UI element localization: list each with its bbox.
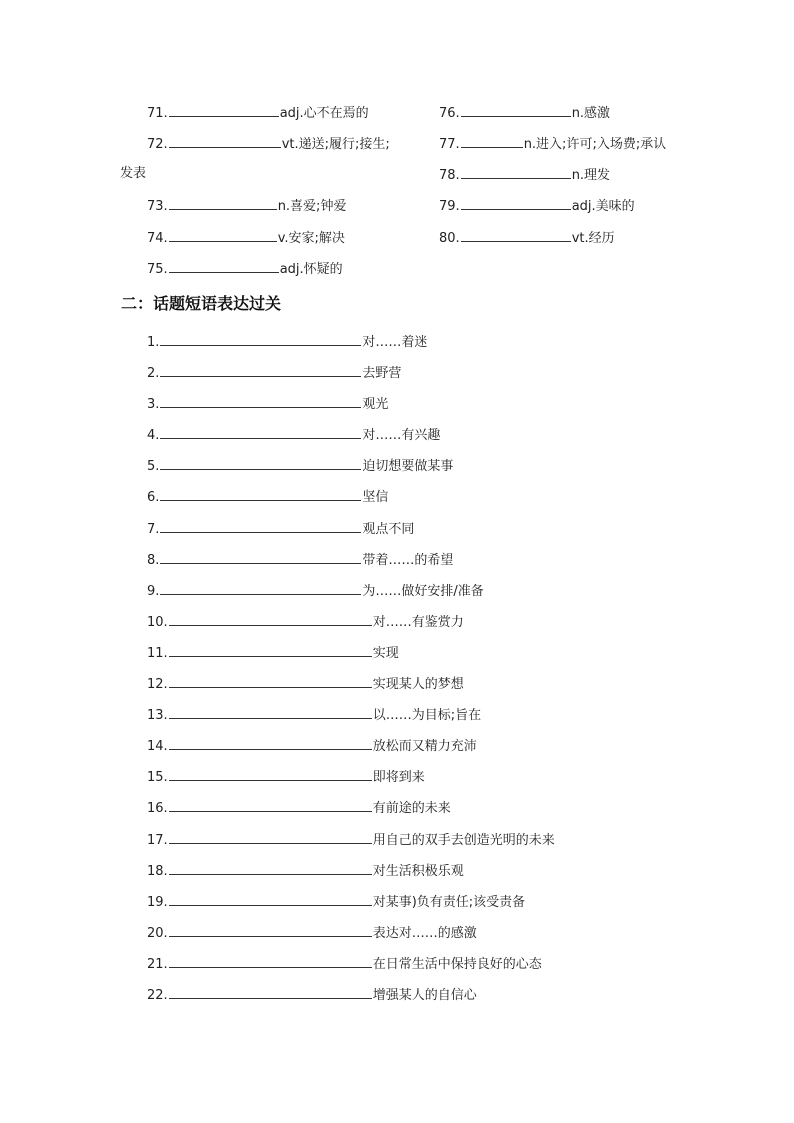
item-meaning: 有前途的未来 — [372, 801, 451, 817]
item-meaning: 实现 — [372, 645, 399, 661]
vocab-row — [0, 164, 794, 184]
item-meaning: 去野营 — [362, 366, 402, 382]
item-number: 17. — [147, 832, 168, 848]
item-meaning: 对生活积极乐观 — [372, 863, 464, 879]
item-number: 9. — [147, 583, 160, 599]
item-meaning: v.安家;解决 — [277, 231, 345, 246]
vocab-item-72 — [147, 133, 390, 155]
item-number: 73. — [147, 199, 168, 214]
item-meaning: 带着……的希望 — [362, 552, 454, 568]
phrase-item — [147, 611, 555, 642]
vocab-item-77 — [439, 133, 666, 155]
answer-blank[interactable] — [169, 797, 372, 812]
item-meaning: adj.怀疑的 — [279, 262, 343, 277]
item-number: 4. — [147, 428, 160, 444]
item-meaning: 用自己的双手去创造光明的未来 — [372, 832, 555, 848]
phrase-item — [147, 953, 555, 984]
answer-blank[interactable] — [169, 102, 279, 117]
answer-blank[interactable] — [169, 860, 372, 875]
phrase-item — [147, 642, 555, 673]
vocab-item-75 — [147, 258, 343, 280]
item-number: 19. — [147, 894, 168, 910]
answer-blank[interactable] — [169, 195, 277, 210]
answer-blank[interactable] — [160, 362, 361, 377]
answer-blank[interactable] — [169, 922, 372, 937]
answer-blank[interactable] — [169, 735, 372, 750]
phrase-item — [147, 393, 555, 424]
item-meaning: n.进入;许可;入场费;承认 — [523, 137, 667, 152]
item-meaning: 放松而又精力充沛 — [372, 739, 477, 755]
phrase-item — [147, 673, 555, 704]
item-meaning: 即将到来 — [372, 770, 425, 786]
vocab-row — [0, 133, 794, 153]
item-number: 8. — [147, 552, 160, 568]
phrase-item — [147, 797, 555, 828]
vocab-item-73 — [147, 195, 346, 217]
answer-blank[interactable] — [461, 133, 523, 148]
answer-blank[interactable] — [169, 673, 372, 688]
item-meaning: 以……为目标;旨在 — [372, 708, 482, 724]
item-number: 1. — [147, 335, 160, 350]
answer-blank[interactable] — [160, 331, 361, 346]
answer-blank[interactable] — [169, 611, 372, 626]
item-meaning: 表达对……的感激 — [372, 925, 477, 941]
answer-blank[interactable] — [169, 891, 372, 906]
phrase-item — [147, 704, 555, 735]
item-meaning: 在日常生活中保持良好的心态 — [372, 956, 542, 972]
item-number: 78. — [439, 168, 460, 183]
phrase-item — [147, 362, 555, 393]
item-number: 74. — [147, 231, 168, 246]
item-meaning: vt.经历 — [571, 231, 615, 246]
phrase-item — [147, 860, 555, 891]
item-number: 75. — [147, 262, 168, 277]
item-meaning: n.感激 — [571, 106, 611, 121]
answer-blank[interactable] — [169, 984, 372, 999]
phrase-item — [147, 984, 555, 1015]
answer-blank[interactable] — [169, 829, 372, 844]
item-number: 2. — [147, 366, 160, 382]
answer-blank[interactable] — [169, 704, 372, 719]
item-meaning: 坚信 — [362, 490, 389, 506]
answer-blank[interactable] — [461, 102, 571, 117]
answer-blank[interactable] — [169, 227, 277, 242]
item-meaning: 对……有兴趣 — [362, 428, 441, 444]
item-72-continuation: 发表 — [120, 166, 147, 181]
item-meaning: 观光 — [362, 397, 389, 413]
item-meaning: n.理发 — [571, 168, 611, 183]
item-number: 3. — [147, 397, 160, 413]
answer-blank[interactable] — [160, 486, 361, 501]
vocab-row — [0, 102, 794, 122]
phrase-item — [147, 922, 555, 953]
phrase-item — [147, 331, 555, 362]
answer-blank[interactable] — [169, 258, 279, 273]
phrase-item — [147, 735, 555, 766]
answer-blank[interactable] — [160, 455, 361, 470]
item-number: 16. — [147, 801, 168, 817]
item-number: 15. — [147, 770, 168, 786]
phrase-item — [147, 549, 555, 580]
phrase-item — [147, 829, 555, 860]
vocab-item-74 — [147, 227, 345, 249]
item-number: 10. — [147, 614, 168, 630]
item-meaning: 对……有鉴赏力 — [372, 614, 464, 630]
item-number: 20. — [147, 925, 168, 941]
answer-blank[interactable] — [160, 424, 361, 439]
answer-blank[interactable] — [169, 766, 372, 781]
vocab-row — [0, 258, 794, 278]
item-number: 12. — [147, 677, 168, 693]
item-meaning: vt.递送;履行;接生; — [281, 137, 390, 152]
phrase-item — [147, 518, 555, 549]
phrase-item — [147, 424, 555, 455]
vocab-item-76 — [439, 102, 610, 124]
answer-blank[interactable] — [169, 953, 372, 968]
answer-blank[interactable] — [169, 642, 372, 657]
answer-blank[interactable] — [160, 580, 361, 595]
item-meaning: adj.心不在焉的 — [279, 106, 369, 121]
item-number: 11. — [147, 645, 168, 661]
vocab-item-79 — [439, 195, 635, 217]
item-meaning: 实现某人的梦想 — [372, 677, 464, 693]
phrase-item — [147, 891, 555, 922]
phrase-item — [147, 766, 555, 797]
vocab-item-71 — [147, 102, 369, 124]
item-meaning: n.喜爱;钟爱 — [277, 199, 347, 214]
vocab-row — [0, 227, 794, 247]
item-meaning: 对……着迷 — [362, 335, 428, 350]
phrase-item — [147, 580, 555, 611]
item-meaning: adj.美味的 — [571, 199, 635, 214]
answer-blank[interactable] — [160, 549, 361, 564]
answer-blank[interactable] — [160, 518, 361, 533]
answer-blank[interactable] — [160, 393, 361, 408]
answer-blank[interactable] — [461, 227, 571, 242]
vocab-row — [0, 195, 794, 215]
section-title: 二：话题短语表达过关 — [121, 294, 282, 313]
phrase-list — [147, 331, 555, 1015]
item-number: 14. — [147, 739, 168, 755]
vocab-item-78 — [439, 164, 610, 186]
item-meaning: 迫切想要做某事 — [362, 459, 454, 475]
item-number: 76. — [439, 106, 460, 121]
item-meaning: 增强某人的自信心 — [372, 987, 477, 1003]
item-number: 7. — [147, 521, 160, 537]
answer-blank[interactable] — [461, 164, 571, 179]
item-meaning: 对某事)负有责任;该受责备 — [372, 894, 526, 910]
item-meaning: 为……做好安排/准备 — [362, 583, 484, 599]
item-number: 72. — [147, 137, 168, 152]
item-meaning: 观点不同 — [362, 521, 415, 537]
item-number: 22. — [147, 987, 168, 1003]
answer-blank[interactable] — [461, 195, 571, 210]
answer-blank[interactable] — [169, 133, 281, 148]
item-number: 21. — [147, 956, 168, 972]
vocab-item-80 — [439, 227, 615, 249]
item-number: 18. — [147, 863, 168, 879]
item-number: 6. — [147, 490, 160, 506]
item-number: 13. — [147, 708, 168, 724]
item-number: 5. — [147, 459, 160, 475]
item-number: 71. — [147, 106, 168, 121]
item-number: 77. — [439, 137, 460, 152]
item-number: 79. — [439, 199, 460, 214]
phrase-item — [147, 455, 555, 486]
item-number: 80. — [439, 231, 460, 246]
phrase-item — [147, 486, 555, 517]
